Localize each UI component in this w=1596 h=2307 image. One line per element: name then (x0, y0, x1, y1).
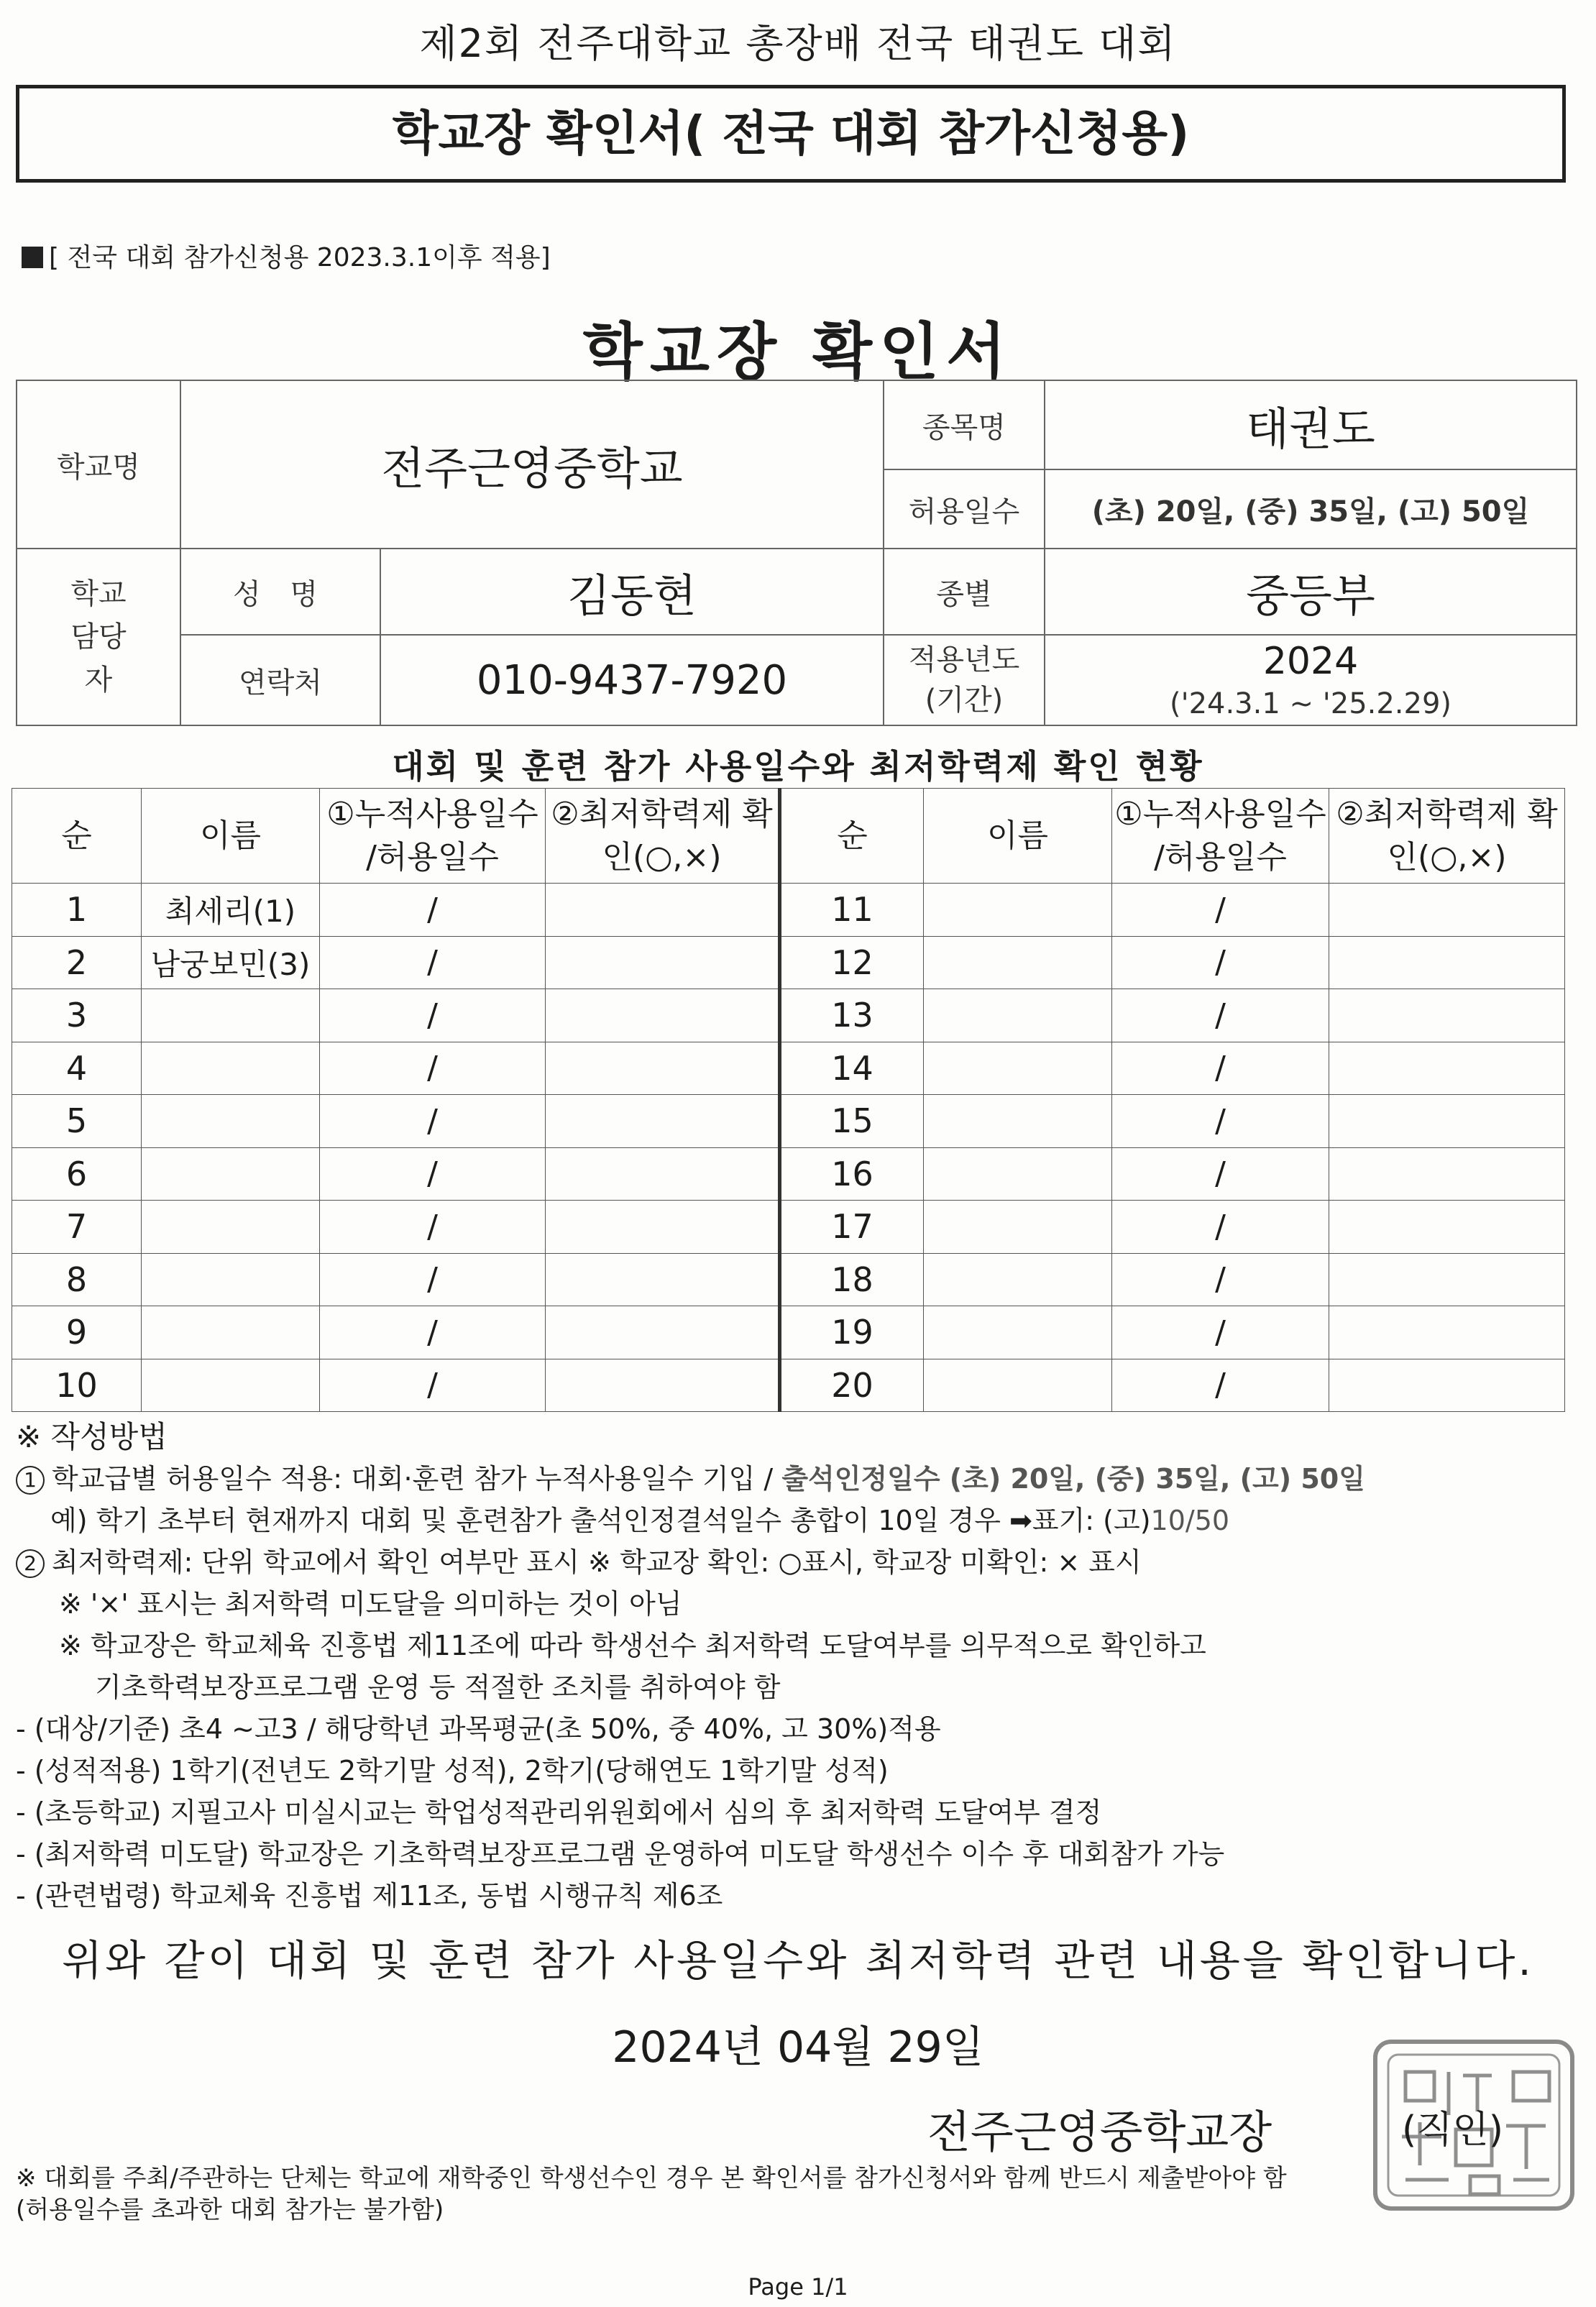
row-number: 15 (780, 1095, 924, 1148)
note-bullet-1: - (대상/기준) 초4 ~고3 / 해당학년 과목평균(초 50%, 중 40%, 고 30%)적용 (16, 1713, 941, 1745)
used-days: / (1112, 884, 1329, 937)
row-number: 7 (12, 1201, 142, 1254)
note-2 (16, 1541, 1583, 1583)
allowed-days: (초) 20일, (중) 35일, (고) 50일 (1045, 469, 1577, 549)
student-rows (12, 884, 1565, 1412)
issue-date: 2024년 04월 29일 (612, 2022, 984, 2073)
row-number: 18 (780, 1253, 924, 1306)
row-number: 6 (12, 1147, 142, 1201)
contact-name-label: 성 명 (180, 549, 380, 635)
header-name-left: 이름 (142, 789, 320, 884)
note-1-example-value: 10/50 (1150, 1505, 1230, 1536)
academic-check (1329, 1042, 1565, 1095)
applied-year: 2024 (1262, 640, 1359, 683)
header-name-right: 이름 (924, 789, 1112, 884)
note-2-sub2b: 기초학력보장프로그램 운영 등 적절한 조치를 취하여야 함 (95, 1671, 781, 1703)
event-label: 종목명 (884, 380, 1045, 469)
used-days: / (1112, 989, 1329, 1042)
academic-check (1329, 1306, 1565, 1359)
student-table (12, 788, 1565, 1412)
academic-check (1329, 936, 1565, 989)
note-bullet-4: - (최저학력 미도달) 학교장은 기초학력보장프로그램 운영하여 미도달 학생선수 이수 후 대회참가 가능 (16, 1838, 1225, 1870)
student-name (924, 989, 1112, 1042)
note-1-text: 학교급별 허용일수 적용: 대회·훈련 참가 누적사용일수 기입 / (52, 1463, 782, 1495)
used-days: / (1112, 1253, 1329, 1306)
student-name: 최세리(1) (142, 884, 320, 937)
table-row (12, 1042, 1565, 1095)
student-name (924, 1359, 1112, 1412)
note-2-sub2: ※ 학교장은 학교체육 진흥법 제11조에 따라 학생선수 최저학력 도달여부를 의무적으로 확인하고 (59, 1630, 1206, 1661)
signer-name: 전주근영중학교장 (927, 2106, 1272, 2158)
table-row (12, 989, 1565, 1042)
event-name: 태권도 (1045, 380, 1577, 469)
note-bullet-5: - (관련법령) 학교체육 진흥법 제11조, 동법 시행규칙 제6조 (16, 1880, 723, 1912)
used-days: / (320, 884, 546, 937)
school-name: 전주근영중학교 (180, 380, 884, 549)
used-days: / (320, 1147, 546, 1201)
student-name (142, 1359, 320, 1412)
used-days: / (1112, 1147, 1329, 1201)
form-title: 학교장 확인서 (582, 316, 1014, 388)
used-days: / (1112, 1201, 1329, 1254)
used-days: / (320, 1042, 546, 1095)
row-number: 12 (780, 936, 924, 989)
student-name (142, 1201, 320, 1254)
note-2-sub1: ※ '×' 표시는 최저학력 미도달을 의미하는 것이 아님 (59, 1588, 682, 1620)
table-row (12, 936, 1565, 989)
header-academic-right: ②최저학력제 확인(○,×) (1329, 789, 1565, 884)
note-1-example-text: 예) 학기 초부터 현재까지 대회 및 훈련참가 출석인정결석일수 총합이 10일 경우 (50, 1505, 1001, 1536)
student-name (142, 989, 320, 1042)
footnote (16, 2162, 1454, 2226)
used-days: / (320, 1306, 546, 1359)
note-2-text: 최저학력제: 단위 학교에서 확인 여부만 표시 ※ 학교장 확인: ○표시, 학교장 미확인: × 표시 (52, 1546, 1142, 1578)
applied-period: ('24.3.1 ~ '25.2.29) (1169, 687, 1452, 720)
main-title-box (16, 85, 1566, 183)
student-name (142, 1306, 320, 1359)
note-1-example (16, 1500, 1583, 1541)
note-1-days: 출석인정일수 (초) 20일, (중) 35일, (고) 50일 (781, 1463, 1365, 1495)
phone-label: 연락처 (180, 635, 380, 725)
contact-phone: 010-9437-7920 (380, 635, 884, 725)
student-name (924, 936, 1112, 989)
academic-check (1329, 989, 1565, 1042)
contact-name: 김동현 (380, 549, 884, 635)
used-days: / (320, 936, 546, 989)
row-number: 19 (780, 1306, 924, 1359)
year-label (884, 635, 1045, 725)
header-academic-left: ②최저학력제 확인(○,×) (546, 789, 780, 884)
table-row (12, 884, 1565, 937)
note-1-number: 1 (16, 1466, 45, 1495)
academic-check (546, 884, 780, 937)
section-title: 대회 및 훈련 참가 사용일수와 최저학력제 확인 현황 (392, 747, 1204, 786)
used-days: / (1112, 1359, 1329, 1412)
table-row (12, 1253, 1565, 1306)
note-bullet-2: - (성적적용) 1학기(전년도 2학기말 성적), 2학기(당해연도 1학기말 성적) (16, 1755, 889, 1787)
header-days-left: ①누적사용일수 /허용일수 (320, 789, 546, 884)
confirmation-statement: 위와 같이 대회 및 훈련 참가 사용일수와 최저학력 관련 내용을 확인합니다. (62, 1936, 1534, 1985)
used-days: / (320, 1201, 546, 1254)
academic-check (546, 936, 780, 989)
academic-check (546, 1147, 780, 1201)
row-number: 11 (780, 884, 924, 937)
row-number: 16 (780, 1147, 924, 1201)
row-number: 20 (780, 1359, 924, 1412)
student-name (924, 1306, 1112, 1359)
row-number: 4 (12, 1042, 142, 1095)
academic-check (1329, 1095, 1565, 1148)
student-name (142, 1147, 320, 1201)
year-cell (1045, 635, 1577, 725)
table-row (12, 1201, 1565, 1254)
student-name (924, 1042, 1112, 1095)
row-number: 9 (12, 1306, 142, 1359)
subheader-text: [ 전국 대회 참가신청용 2023.3.1이후 적용] (49, 243, 551, 272)
notes-heading: ※ 작성방법 (16, 1419, 168, 1454)
division-label: 종별 (884, 549, 1045, 635)
academic-check (546, 1359, 780, 1412)
note-2-number: 2 (16, 1549, 45, 1578)
academic-check (1329, 1253, 1565, 1306)
academic-check (546, 1253, 780, 1306)
event-title: 제2회 전주대학교 총장배 전국 태권도 대회 (419, 21, 1177, 66)
row-number: 13 (780, 989, 924, 1042)
allowed-days-label: 허용일수 (884, 469, 1045, 549)
student-name (142, 1253, 320, 1306)
student-name: 남궁보민(3) (142, 936, 320, 989)
year-label-text: 적용년도 (기간) (908, 643, 1020, 717)
header-no-left: 순 (12, 789, 142, 884)
row-number: 14 (780, 1042, 924, 1095)
used-days: / (1112, 1306, 1329, 1359)
academic-check (546, 1042, 780, 1095)
row-number: 5 (12, 1095, 142, 1148)
row-number: 10 (12, 1359, 142, 1412)
academic-check (546, 1306, 780, 1359)
student-name (924, 1095, 1112, 1148)
student-name (924, 1253, 1112, 1306)
page-number: Page 1/1 (748, 2273, 848, 2301)
academic-check (1329, 1201, 1565, 1254)
student-name (924, 884, 1112, 937)
academic-check (546, 1095, 780, 1148)
row-number: 3 (12, 989, 142, 1042)
header-days-right: ①누적사용일수 /허용일수 (1112, 789, 1329, 884)
note-1 (16, 1458, 1583, 1500)
used-days: / (320, 989, 546, 1042)
info-table (16, 380, 1577, 726)
used-days: / (320, 1359, 546, 1412)
used-days: / (320, 1095, 546, 1148)
student-name (924, 1147, 1112, 1201)
academic-check (1329, 884, 1565, 937)
academic-check (1329, 1147, 1565, 1201)
table-row (12, 1306, 1565, 1359)
main-title: 학교장 확인서( 전국 대회 참가신청용) (392, 106, 1190, 161)
row-number: 2 (12, 936, 142, 989)
square-bullet-icon (22, 247, 43, 268)
division: 중등부 (1045, 549, 1577, 635)
school-name-label: 학교명 (17, 380, 180, 549)
academic-check (1329, 1359, 1565, 1412)
note-1-example-end: 표기: (고) (1032, 1505, 1151, 1536)
contact-group-label-text: 학교 담당자 (70, 577, 127, 697)
subheader (22, 237, 551, 274)
header-no-right: 순 (780, 789, 924, 884)
academic-check (546, 1201, 780, 1254)
row-number: 1 (12, 884, 142, 937)
used-days: / (1112, 936, 1329, 989)
used-days: / (1112, 1095, 1329, 1148)
footnote-line-2: (허용일수를 초과한 대회 참가는 불가함) (16, 2196, 444, 2224)
seal-label: (직인) (1402, 2109, 1504, 2152)
student-name (142, 1042, 320, 1095)
academic-check (546, 989, 780, 1042)
table-row (12, 1359, 1565, 1412)
arrow-icon: ➡ (1009, 1505, 1032, 1536)
contact-group-label (17, 549, 180, 725)
used-days: / (1112, 1042, 1329, 1095)
used-days: / (320, 1253, 546, 1306)
note-bullet-3: - (초등학교) 지필고사 미실시교는 학업성적관리위원회에서 심의 후 최저학력 도달여부 결정 (16, 1797, 1102, 1828)
row-number: 17 (780, 1201, 924, 1254)
student-name (142, 1095, 320, 1148)
table-row (12, 1095, 1565, 1148)
footnote-line-1: ※ 대회를 주최/주관하는 단체는 학교에 재학중인 학생선수인 경우 본 확인서를 참가신청서와 함께 반드시 제출받아야 함 (16, 2164, 1287, 2193)
table-row (12, 1147, 1565, 1201)
notes (16, 1416, 1583, 1917)
row-number: 8 (12, 1253, 142, 1306)
student-name (924, 1201, 1112, 1254)
